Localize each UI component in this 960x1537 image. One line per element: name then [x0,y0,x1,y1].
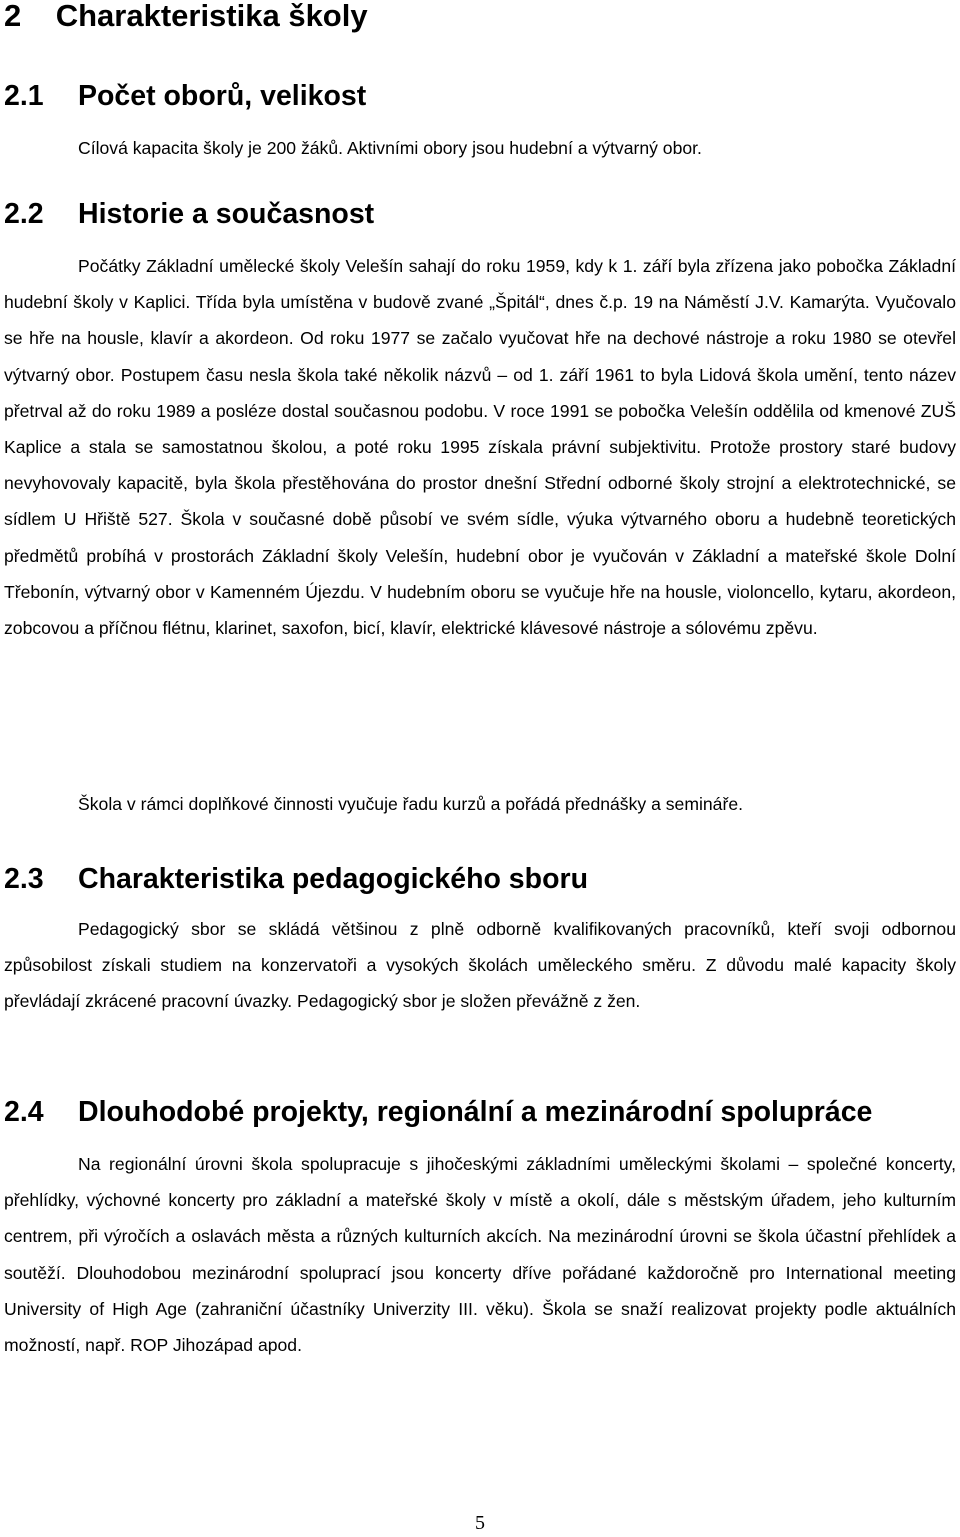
chapter-title: Charakteristika školy [55,0,368,33]
section-title: Dlouhodobé projekty, regionální a mezinárodní spolupráce [78,1096,873,1128]
section-2-1-paragraph: Cílová kapacita školy je 200 žáků. Aktivními obory jsou hudební a výtvarný obor. [78,138,702,158]
section-2-2-paragraph-2: Škola v rámci doplňkové činnosti vyučuje řadu kurzů a pořádá přednášky a semináře. [78,794,743,814]
section-2-2-paragraph [4,248,956,646]
section-number: 2.3 [4,863,44,895]
paragraph-text: Na regionální úrovni škola spolupracuje s jihočeskými základními uměleckými školami – společné koncerty, přehlídky, výchovné koncerty pro základní a mateřské školy v místě a okolí, dále s městským úřadem, jeho kulturním centrem, při výročích a oslavách města a různých kulturních akcích. Na mezinárodní úrovni se škola účastní přehlídek a soutěží. Dlouhodobou mezinárodní spoluprací jsou koncerty dříve pořádané každoročně pro International meeting University of High Age (zahraniční účastníky Univerzity III. věku). Škola se snaží realizovat projekty podle aktuálních možností, např. ROP Jihozápad apod. [4,1154,956,1356]
paragraph-text: Pedagogický sbor se skládá většinou z plně odborně kvalifikovaných pracovníků, kteří svoji odbornou způsobilost získali studiem na konzervatoři a vysokých školách uměleckého směru. Z důvodu malé kapacity školy převládají zkrácené pracovní úvazky. Pedagogický sbor je složen převážně z žen. [4,919,956,1012]
section-title: Charakteristika pedagogického sboru [78,863,588,895]
section-2-3-paragraph [4,911,956,1020]
section-number: 2.4 [4,1096,44,1128]
page-number: 5 [475,1512,485,1534]
section-heading-2-1 [4,78,366,114]
section-number: 2.2 [4,198,44,230]
section-heading-2-2 [4,196,374,232]
paragraph-text: Počátky Základní umělecké školy Velešín sahají do roku 1959, kdy k 1. září byla zřízena jako pobočka Základní hudební školy v Kaplici. Třída byla umístěna v budově zvané „Špitál“, dnes č.p. 19 na Náměstí J.V. Kamarýta. Vyučovalo se hře na housle, klavír a akordeon. Od roku 1977 se začalo vyučovat hře na dechové nástroje a roku 1980 se otevřel výtvarný obor. Postupem času nesla škola také několik názvů – od 1. září 1961 to byla Lidová škola umění, tento název přetrval až do roku 1989 a posléze dostal současnou podobu. V roce 1991 se pobočka Velešín oddělila od kmenové ZUŠ Kaplice a stala se samostatnou školou, a poté roku 1995 získala právní subjektivitu. Protože prostory staré budovy nevyhovovaly kapacitě, byla škola přestěhována do prostor dnešní Střední odborné školy strojní a elektrotechnické, se sídlem U Hřiště 527. Škola v současné době působí ve svém sídle, výuka výtvarného oboru a hudebně teoretických předmětů probíhá v prostorách Základní školy Velešín, hudební obor je vyučován v Základní a mateřské škole Dolní Třebonín, výtvarný obor v Kamenném Újezdu. V hudebním oboru se vyučuje hře na housle, violoncello, kytaru, akordeon, zobcovou a příčnou flétnu, klarinet, saxofon, bicí, klavír, elektrické klávesové nástroje a sólovému zpěvu. [4,256,956,639]
section-heading-2-3 [4,861,588,897]
chapter-number: 2 [4,0,22,33]
section-number: 2.1 [4,80,44,112]
section-2-4-paragraph [4,1146,956,1363]
chapter-heading [4,0,368,36]
section-title: Počet oborů, velikost [78,80,367,112]
section-heading-2-4 [4,1094,872,1130]
section-title: Historie a současnost [78,198,375,230]
